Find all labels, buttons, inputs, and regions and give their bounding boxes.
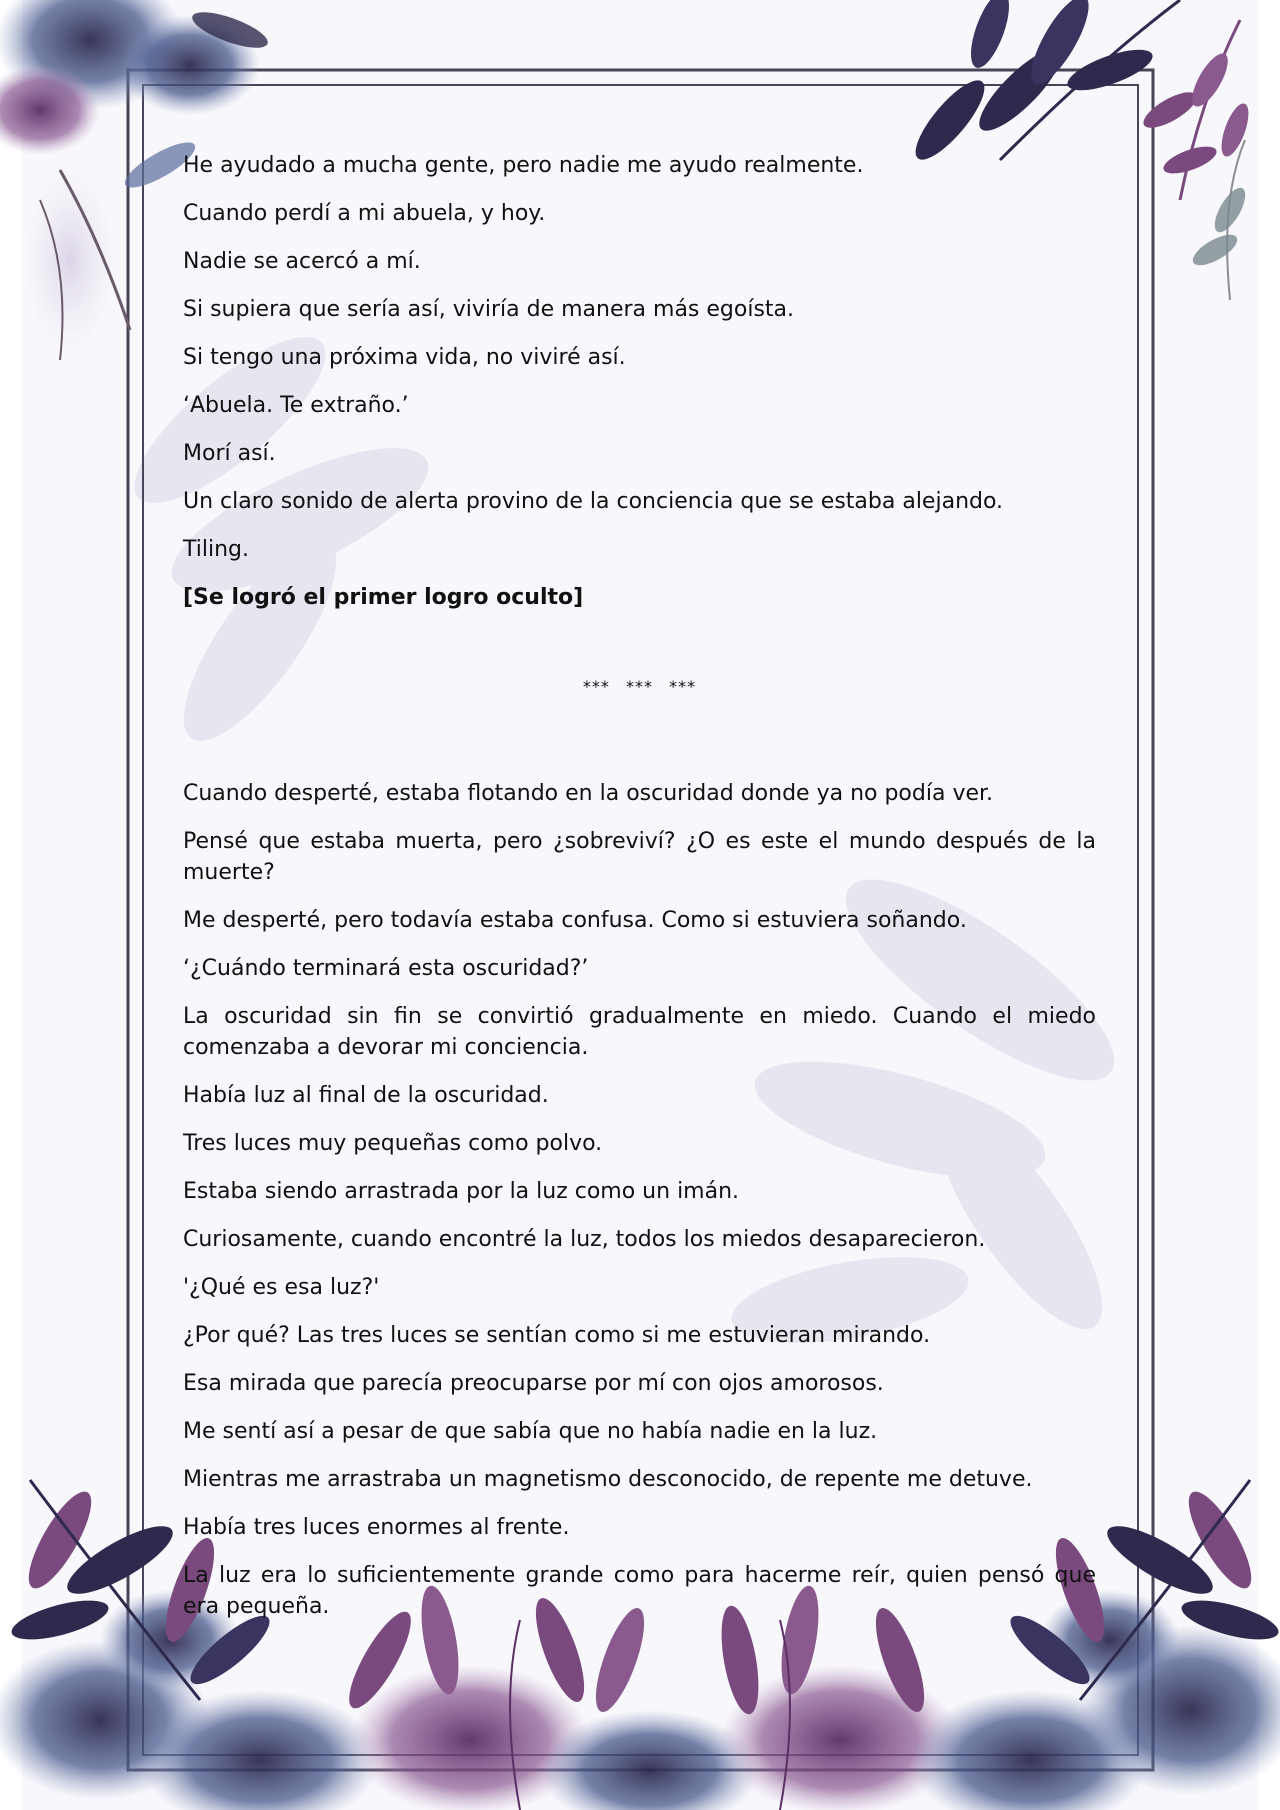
- paragraph: Pensé que estaba muerta, pero ¿sobreviví? ¿O es este el mundo después de la muerte?: [183, 829, 1096, 885]
- paragraph: Un claro sonido de alerta provino de la conciencia que se estaba alejando.: [183, 489, 1004, 514]
- paragraph: Había tres luces enormes al frente.: [183, 1515, 570, 1540]
- paragraph: Esa mirada que parecía preocuparse por mí con ojos amorosos.: [183, 1371, 884, 1396]
- paragraph: Mientras me arrastraba un magnetismo desconocido, de repente me detuve.: [183, 1467, 1033, 1492]
- paragraph: ‘Abuela. Te extraño.’: [183, 393, 409, 418]
- paragraph: ¿Por qué? Las tres luces se sentían como si me estuvieran mirando.: [183, 1323, 931, 1348]
- paragraph: Morí así.: [183, 441, 276, 466]
- paragraph: ‘¿Cuándo terminará esta oscuridad?’: [183, 956, 589, 981]
- paragraph: Nadie se acercó a mí.: [183, 249, 421, 274]
- scene-separator: *** *** ***: [582, 677, 697, 696]
- paragraph: Cuando perdí a mi abuela, y hoy.: [183, 201, 546, 226]
- paragraph: Me sentí así a pesar de que sabía que no había nadie en la luz.: [183, 1419, 878, 1444]
- paragraph: La luz era lo suficientemente grande como para hacerme reír, quien pensó que era pequeña.: [183, 1563, 1096, 1619]
- paragraph: Cuando desperté, estaba flotando en la oscuridad donde ya no podía ver.: [183, 781, 994, 806]
- paragraph: Había luz al final de la oscuridad.: [183, 1083, 549, 1108]
- paragraph: Tiling.: [183, 537, 249, 562]
- paragraph: Si supiera que sería así, viviría de manera más egoísta.: [183, 297, 795, 322]
- paragraph: Tres luces muy pequeñas como polvo.: [183, 1131, 603, 1156]
- paragraph: Curiosamente, cuando encontré la luz, todos los miedos desaparecieron.: [183, 1227, 986, 1252]
- paragraph: Me desperté, pero todavía estaba confusa. Como si estuviera soñando.: [183, 908, 967, 933]
- paragraph: La oscuridad sin fin se convirtió gradualmente en miedo. Cuando el miedo comenzaba a devorar mi conciencia.: [183, 1004, 1096, 1060]
- achievement-notice: [Se logró el primer logro oculto]: [183, 585, 584, 610]
- paragraph: '¿Qué es esa luz?': [183, 1275, 380, 1300]
- page-text: [183, 150, 1096, 1639]
- paragraph: Estaba siendo arrastrada por la luz como un imán.: [183, 1179, 740, 1204]
- paragraph: Si tengo una próxima vida, no viviré así.: [183, 345, 626, 370]
- paragraph: He ayudado a mucha gente, pero nadie me ayudo realmente.: [183, 153, 864, 178]
